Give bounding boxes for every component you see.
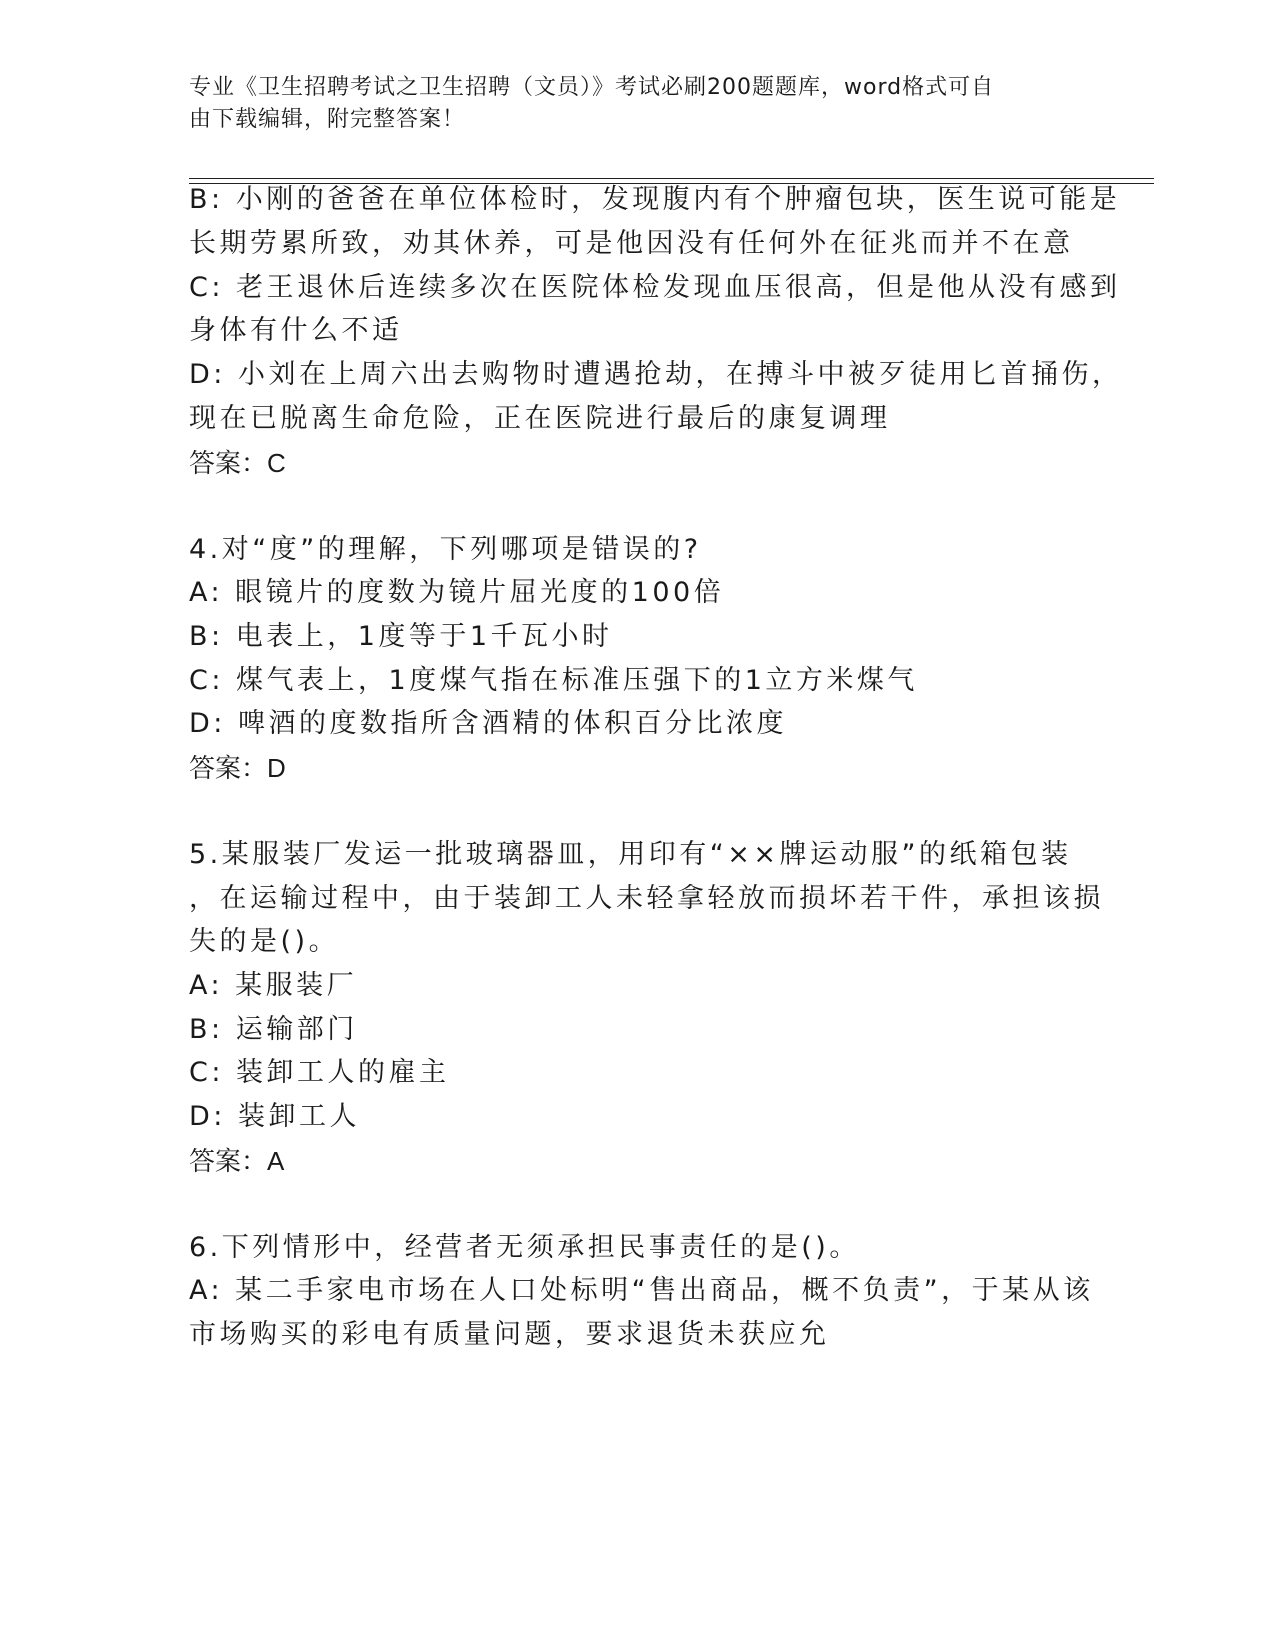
q3-option-b-line1: B: 小刚的爸爸在单位体检时，发现腹内有个肿瘤包块，医生说可能是 [189, 184, 1121, 215]
q4-option-a: A: 眼镜片的度数为镜片屈光度的100倍 [189, 577, 725, 608]
q5-stem-line3: 失的是()。 [189, 926, 340, 957]
header-line-2: 由下载编辑，附完整答案！ [189, 107, 466, 132]
q6-option-a-line2: 市场购买的彩电有质量问题，要求退货未获应允 [189, 1319, 830, 1350]
q3-answer: 答案：C [189, 448, 286, 478]
q5-stem-line1: 5.某服装厂发运一批玻璃器皿，用印有“××牌运动服”的纸箱包装 [189, 839, 1072, 870]
q5-option-a: A: 某服装厂 [189, 970, 358, 1001]
q3-option-b-line2: 长期劳累所致，劝其休养，可是他因没有任何外在征兆而并不在意 [189, 228, 1074, 259]
header-line-1: 专业《卫生招聘考试之卫生招聘（文员）》考试必刷200题题库，word格式可自 [189, 75, 995, 100]
q4-answer: 答案：D [189, 753, 286, 783]
q5-answer: 答案：A [189, 1146, 285, 1176]
q3-option-c-line2: 身体有什么不适 [189, 315, 403, 346]
q4-option-d: D: 啤酒的度数指所含酒精的体积百分比浓度 [189, 708, 787, 739]
q4-option-c: C: 煤气表上，1度煤气指在标准压强下的1立方米煤气 [189, 665, 918, 696]
q4-stem: 4.对“度”的理解，下列哪项是错误的? [189, 534, 702, 565]
q5-option-c: C: 装卸工人的雇主 [189, 1057, 450, 1088]
q4-option-b: B: 电表上，1度等于1千瓦小时 [189, 621, 613, 652]
q6-option-a-line1: A: 某二手家电市场在人口处标明“售出商品，概不负责”，于某从该 [189, 1275, 1094, 1306]
document-header [189, 72, 1089, 136]
q5-option-d: D: 装卸工人 [189, 1101, 360, 1132]
q3-option-d-line1: D: 小刘在上周六出去购物时遭遇抢劫，在搏斗中被歹徒用匕首捅伤， [189, 359, 1123, 390]
q5-option-b: B: 运输部门 [189, 1014, 358, 1045]
q5-stem-line2: ，在运输过程中，由于装卸工人未轻拿轻放而损坏若干件，承担该损 [189, 883, 1104, 914]
q6-stem: 6.下列情形中，经营者无须承担民事责任的是()。 [189, 1232, 860, 1263]
q3-option-c-line1: C: 老王退休后连续多次在医院体检发现血压很高，但是他从没有感到 [189, 272, 1121, 303]
header-divider-top [189, 178, 1154, 179]
q3-option-d-line2: 现在已脱离生命危险，正在医院进行最后的康复调理 [189, 403, 891, 434]
